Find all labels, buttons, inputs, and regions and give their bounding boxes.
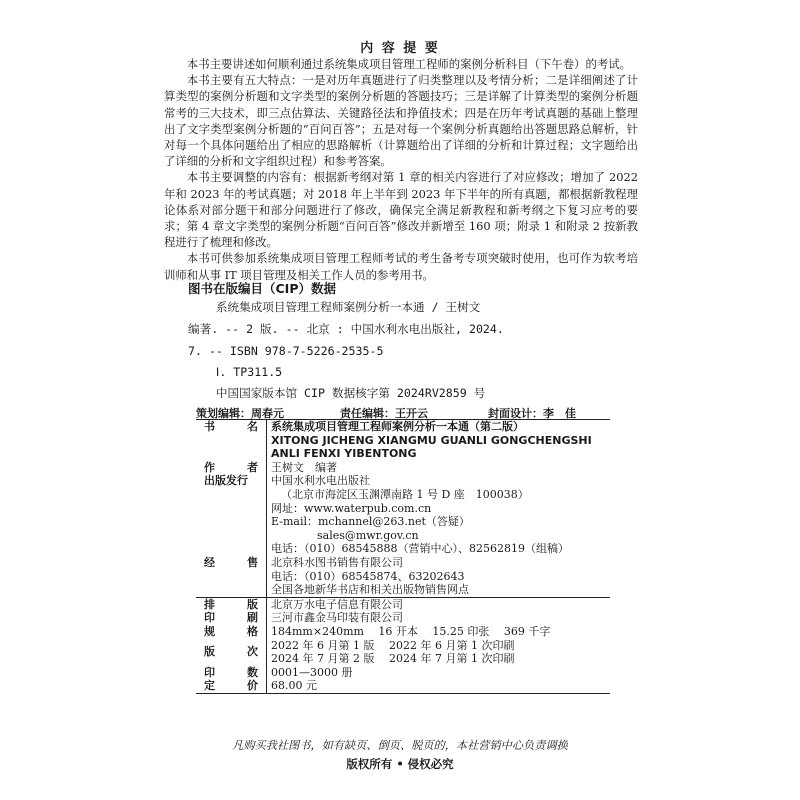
summary-text <box>164 56 638 283</box>
value-author: 王树文 编著 <box>271 460 337 474</box>
row-publisher <box>196 474 610 556</box>
value-quantity: 0001—3000 册 <box>271 665 353 679</box>
value-edition: 2022 年 6 月第 1 版 2022 年 6 月第 1 次印刷 2024 年 7 月第 2 版 2024 年 7 月第 1 次印刷 <box>271 638 515 666</box>
cip-line-4: Ⅰ. TP311.5 <box>188 365 283 379</box>
cover-designer: 封面设计：李 佳 <box>488 407 576 420</box>
summary-paragraph-4: 本书可供参加系统集成项目管理工程师考试的考生备考专项突破时使用，也可作为软考培训师和从事 IT 项目管理及相关工作人员的参考用书。 <box>164 251 638 282</box>
label-quantity: 印 数 <box>196 666 267 680</box>
label-typeset: 排 版 <box>196 597 267 611</box>
row-price <box>196 679 610 693</box>
summary-paragraph-3: 本书主要调整的内容有：根据新考纲对第 1 章的相关内容进行了对应修改；增加了 2022 年和 2023 年的考试真题；对 2018 年上半年到 2023 年下半年的所有真题，都根据新教程理论体系对部分题干和部分问题进行了修改，确保完全满足新教程和新考纲之下复习应考的要求；第 4 章文字类型的案例分析题“百问百答”修改并新增至 160 项；附录 1 和附录 2 按新教程进行了梳理和修改。 <box>164 170 638 250</box>
label-sales: 经 售 <box>196 556 267 597</box>
row-print <box>196 611 610 625</box>
label-spec: 规 格 <box>196 625 267 639</box>
publication-info-table <box>196 419 610 694</box>
value-publisher: 中国水利水电出版社 （北京市海淀区玉渊潭南路 1 号 D 座 100038） 网址：www.waterpub.com.cn E-mail：mchannel@263.net（答疑） sales@mwr.gov.cn 电话：（010）68545888（营销中心）、82562819（组稿） <box>271 474 569 556</box>
row-spec <box>196 625 610 639</box>
label-author: 作 者 <box>196 461 267 475</box>
row-typeset <box>196 597 610 611</box>
value-sales: 北京科水图书销售有限公司 电话：（010）68545874、63202643 全国各地新华书店和相关出版物销售网点 <box>271 555 469 597</box>
row-quantity <box>196 666 610 680</box>
cip-line-2: 编著. -- 2 版. -- 北京 : 中国水利水电出版社, 2024. <box>188 322 504 336</box>
responsible-editor: 责任编辑：王开云 <box>340 407 428 420</box>
value-title: 系统集成项目管理工程师案例分析一本通（第二版） XITONG JICHENG XIANGMU GUANLI GONGCHENGSHI ANLI FENXI YIBENTONG <box>271 420 592 461</box>
cip-line-1: 系统集成项目管理工程师案例分析一本通 / 王树文 <box>188 300 481 314</box>
label-edition: 版 次 <box>196 639 267 666</box>
cip-line-3: 7. -- ISBN 978-7-5226-2535-5 <box>188 344 384 358</box>
label-print: 印 刷 <box>196 611 267 625</box>
cip-title: 图书在版编目（CIP）数据 <box>188 281 336 296</box>
label-title: 书 名 <box>196 420 267 461</box>
summary-heading: 内 容 提 要 <box>360 41 440 56</box>
row-edition <box>196 639 610 666</box>
copyright-notice: 版权所有 • 侵权必究 <box>346 757 454 771</box>
replacement-notice: 凡购买我社图书，如有缺页、倒页、脱页的，本社营销中心负责调换 <box>232 739 568 752</box>
row-author <box>196 461 610 475</box>
row-sales <box>196 556 610 597</box>
value-price: 68.00 元 <box>271 679 317 693</box>
label-price: 定 价 <box>196 679 267 693</box>
row-title <box>196 420 610 461</box>
summary-paragraph-1: 本书主要讲述如何顺利通过系统集成项目管理工程师的案例分析科目（下午卷）的考试。 <box>186 57 632 71</box>
value-typeset: 北京万水电子信息有限公司 <box>267 597 611 611</box>
label-publisher: 出版发行 <box>196 474 267 556</box>
planning-editor: 策划编辑：周春元 <box>196 407 284 420</box>
cip-line-5: 中国国家版本馆 CIP 数据核字第 2024RV2859 号 <box>188 386 486 400</box>
value-spec: 184mm×240mm 16 开本 15.25 印张 369 千字 <box>271 624 551 638</box>
value-print: 三河市鑫金马印装有限公司 <box>271 611 403 625</box>
summary-paragraph-2: 本书主要有五大特点：一是对历年真题进行了归类整理以及考情分析；二是详细阐述了计算类型的案例分析题和文字类型的案例分析题的答题技巧；三是详解了计算类型的案例分析题常考的三大技术，即三点估算法、关键路径法和挣值技术；四是在历年考试真题的基础上整理出了文字类型案例分析题的“百问百答”；五是对每一个案例分析真题给出答题思路总解析，针对每一个具体问题给出了相应的思路解析（计算题给出了详细的分析和计算过程；文字题给出了详细的分析和文字组织过程）和参考答案。 <box>164 73 638 169</box>
